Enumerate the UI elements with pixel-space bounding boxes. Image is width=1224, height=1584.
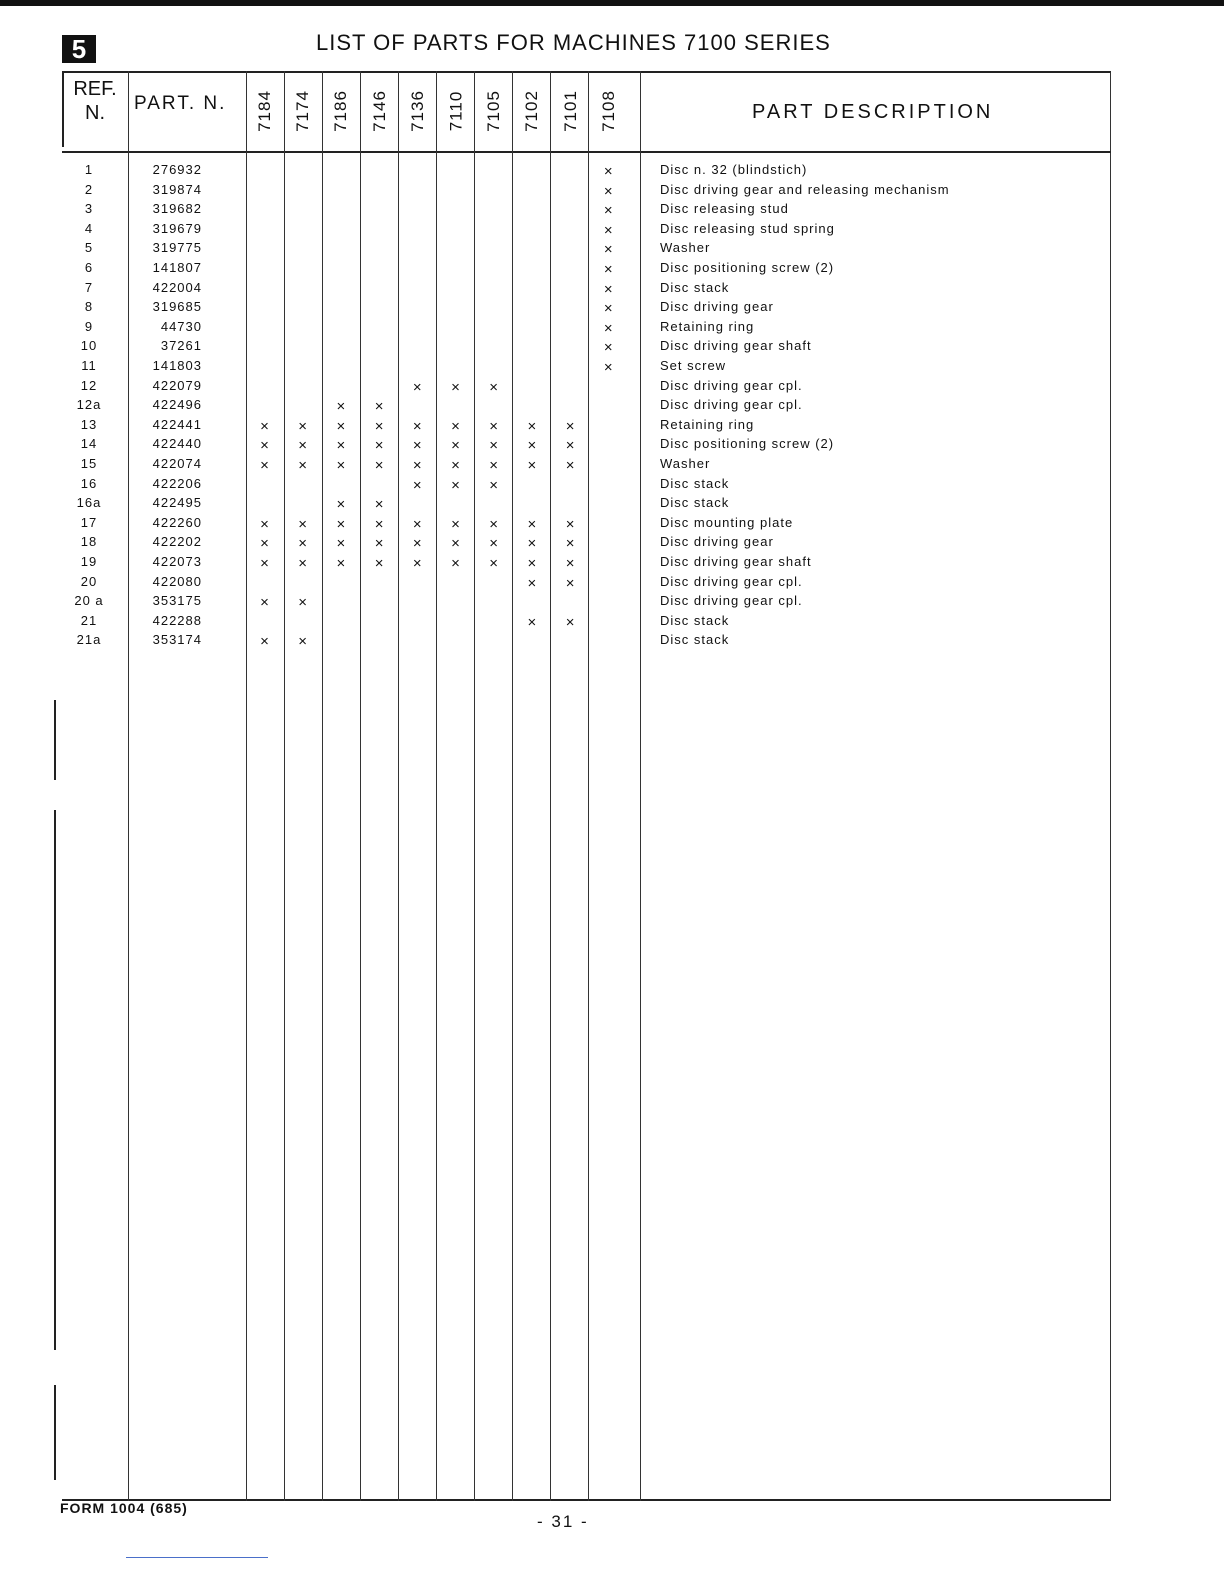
ref-number: 10 bbox=[80, 338, 98, 354]
scan-top-border bbox=[0, 0, 1224, 6]
ref-number: 3 bbox=[84, 201, 94, 217]
table-row bbox=[62, 182, 1111, 201]
fit-mark-7105: × bbox=[489, 378, 500, 396]
fit-mark-7102: × bbox=[527, 613, 538, 631]
fit-mark-7102: × bbox=[527, 555, 538, 572]
ref-number: 7 bbox=[84, 279, 94, 295]
fit-mark-7105: × bbox=[489, 417, 500, 435]
fit-mark-7146: × bbox=[374, 555, 385, 572]
header-model-7105 bbox=[475, 73, 513, 149]
fit-mark-7101: × bbox=[565, 535, 576, 553]
fit-mark-7108: × bbox=[603, 202, 614, 220]
part-description: Disc driving gear shaft bbox=[660, 554, 812, 569]
part-description: Disc n. 32 (blindstich) bbox=[660, 162, 808, 177]
fit-mark-7108: × bbox=[603, 163, 614, 180]
part-number: 422288 bbox=[152, 612, 202, 628]
fit-mark-7101: × bbox=[565, 457, 576, 474]
fit-mark-7174: × bbox=[298, 555, 309, 572]
table-row bbox=[62, 476, 1111, 495]
ref-number: 4 bbox=[84, 220, 94, 236]
header-model-7108 bbox=[590, 73, 628, 149]
fit-mark-7174: × bbox=[298, 633, 309, 651]
fit-mark-7186: × bbox=[336, 555, 347, 572]
ref-number: 6 bbox=[84, 260, 94, 275]
fit-mark-7146: × bbox=[374, 496, 385, 514]
fit-mark-7108: × bbox=[603, 300, 614, 318]
fit-mark-7105: × bbox=[489, 457, 500, 474]
part-description: Disc stack bbox=[660, 632, 730, 648]
fit-mark-7102: × bbox=[527, 574, 538, 592]
fit-mark-7136: × bbox=[412, 476, 423, 494]
fit-mark-7110: × bbox=[451, 476, 461, 494]
fit-mark-7146: × bbox=[374, 457, 385, 474]
table-row bbox=[62, 378, 1111, 397]
fit-mark-7105: × bbox=[489, 515, 500, 533]
table-row bbox=[62, 417, 1111, 436]
table-row bbox=[62, 358, 1111, 377]
part-number: 319685 bbox=[152, 299, 202, 315]
fit-mark-7184: × bbox=[260, 594, 270, 612]
fit-mark-7184: × bbox=[260, 633, 270, 651]
header-model-label: 7174 bbox=[293, 90, 313, 132]
part-number: 422074 bbox=[152, 456, 202, 471]
part-description: Disc releasing stud bbox=[660, 201, 789, 217]
part-number: 422440 bbox=[152, 436, 202, 452]
table-row bbox=[62, 221, 1111, 240]
fit-mark-7186: × bbox=[336, 496, 347, 514]
table-row bbox=[62, 574, 1111, 593]
fit-mark-7174: × bbox=[298, 515, 309, 533]
table-row bbox=[62, 397, 1111, 416]
fit-mark-7174: × bbox=[298, 417, 309, 435]
ref-number: 5 bbox=[84, 240, 94, 256]
ref-number: 11 bbox=[81, 358, 97, 373]
header-model-7146 bbox=[361, 73, 399, 149]
header-ref-line2: N. bbox=[85, 102, 105, 124]
fit-mark-7136: × bbox=[412, 535, 423, 553]
header-separator bbox=[62, 151, 1111, 153]
header-model-label: 7105 bbox=[484, 90, 504, 132]
header-model-label: 7110 bbox=[446, 90, 465, 132]
part-number: 276932 bbox=[152, 162, 202, 177]
fit-mark-7105: × bbox=[489, 535, 500, 553]
header-model-label: 7186 bbox=[331, 90, 351, 132]
fit-mark-7110: × bbox=[451, 535, 461, 553]
part-description: Disc driving gear shaft bbox=[660, 338, 812, 354]
fit-mark-7146: × bbox=[374, 398, 385, 416]
header-model-7136 bbox=[399, 73, 437, 149]
part-number: 319679 bbox=[152, 220, 202, 236]
part-description: Set screw bbox=[660, 358, 727, 373]
fit-mark-7108: × bbox=[603, 241, 614, 259]
part-description: Washer bbox=[660, 456, 711, 471]
part-number: 319874 bbox=[152, 181, 202, 197]
fit-mark-7105: × bbox=[489, 437, 500, 455]
part-number: 422004 bbox=[152, 279, 202, 295]
fit-mark-7110: × bbox=[451, 437, 461, 455]
part-number: 422441 bbox=[152, 416, 202, 432]
table-row bbox=[62, 162, 1111, 181]
fit-mark-7110: × bbox=[451, 378, 461, 396]
fit-mark-7101: × bbox=[565, 417, 576, 435]
fit-mark-7108: × bbox=[603, 359, 614, 376]
part-description: Disc driving gear cpl. bbox=[660, 377, 803, 393]
header-part-number: PART. N. bbox=[134, 93, 227, 114]
header-model-label: 7101 bbox=[560, 90, 580, 132]
fit-mark-7186: × bbox=[336, 437, 347, 455]
fit-mark-7146: × bbox=[374, 437, 385, 455]
fit-mark-7110: × bbox=[451, 457, 461, 474]
fit-mark-7102: × bbox=[527, 515, 538, 533]
header-part-description: PART DESCRIPTION bbox=[752, 101, 994, 123]
part-description: Disc stack bbox=[660, 495, 730, 511]
part-number: 422202 bbox=[152, 534, 202, 550]
ref-number: 14 bbox=[80, 436, 98, 452]
header-model-7174 bbox=[284, 73, 322, 149]
fit-mark-7174: × bbox=[298, 457, 309, 474]
fit-mark-7146: × bbox=[374, 535, 385, 553]
part-number: 37261 bbox=[160, 338, 202, 354]
binding-mark bbox=[54, 700, 56, 780]
part-description: Retaining ring bbox=[660, 318, 755, 334]
fit-mark-7186: × bbox=[336, 398, 347, 416]
table-row bbox=[62, 240, 1111, 259]
fit-mark-7108: × bbox=[603, 339, 614, 357]
scan-underline bbox=[126, 1557, 268, 1558]
table-row bbox=[62, 515, 1111, 534]
section-badge: 5 bbox=[62, 35, 96, 63]
table-row bbox=[62, 632, 1111, 651]
fit-mark-7186: × bbox=[336, 515, 347, 533]
ref-number: 20 bbox=[80, 573, 98, 589]
ref-number: 2 bbox=[84, 181, 94, 197]
fit-mark-7186: × bbox=[336, 457, 347, 474]
part-number: 422079 bbox=[152, 377, 202, 393]
fit-mark-7110: × bbox=[451, 417, 461, 435]
ref-number: 21a bbox=[76, 632, 102, 648]
fit-mark-7136: × bbox=[412, 555, 423, 572]
ref-number: 1 bbox=[84, 162, 94, 177]
part-number: 353175 bbox=[152, 593, 202, 609]
part-number: 422496 bbox=[152, 397, 202, 413]
part-number: 141807 bbox=[152, 260, 202, 275]
ref-number: 21 bbox=[80, 612, 98, 628]
table-row bbox=[62, 495, 1111, 514]
fit-mark-7101: × bbox=[565, 613, 576, 631]
fit-mark-7184: × bbox=[260, 555, 270, 572]
table-row bbox=[62, 593, 1111, 612]
part-number: 353174 bbox=[152, 632, 202, 648]
table-row bbox=[62, 554, 1111, 573]
fit-mark-7105: × bbox=[489, 555, 500, 572]
fit-mark-7101: × bbox=[565, 515, 576, 533]
part-number: 422073 bbox=[152, 554, 202, 569]
part-description: Disc stack bbox=[660, 279, 730, 295]
part-description: Disc driving gear bbox=[660, 299, 774, 315]
fit-mark-7108: × bbox=[603, 319, 614, 337]
ref-number: 16 bbox=[80, 475, 98, 491]
header-model-label: 7146 bbox=[369, 90, 389, 132]
page-number: - 31 - bbox=[537, 1512, 589, 1531]
fit-mark-7184: × bbox=[260, 515, 270, 533]
part-description: Disc releasing stud spring bbox=[660, 220, 835, 236]
ref-number: 19 bbox=[80, 554, 98, 569]
part-number: 422206 bbox=[152, 475, 202, 491]
part-number: 422080 bbox=[152, 573, 202, 589]
fit-mark-7136: × bbox=[412, 417, 423, 435]
fit-mark-7174: × bbox=[298, 594, 309, 612]
fit-mark-7174: × bbox=[298, 535, 309, 553]
fit-mark-7105: × bbox=[489, 476, 500, 494]
table-row bbox=[62, 201, 1111, 220]
fit-mark-7146: × bbox=[374, 417, 385, 435]
fit-mark-7102: × bbox=[527, 457, 538, 474]
page-title: LIST OF PARTS FOR MACHINES 7100 SERIES bbox=[316, 30, 831, 55]
form-number: FORM 1004 (685) bbox=[60, 1500, 188, 1516]
part-description: Retaining ring bbox=[660, 416, 755, 432]
part-description: Disc driving gear cpl. bbox=[660, 573, 803, 589]
part-description: Disc mounting plate bbox=[660, 514, 794, 530]
table-row bbox=[62, 319, 1111, 338]
table-row bbox=[62, 299, 1111, 318]
fit-mark-7108: × bbox=[603, 280, 614, 298]
header-model-7110 bbox=[437, 73, 475, 149]
fit-mark-7186: × bbox=[336, 535, 347, 553]
table-row bbox=[62, 613, 1111, 632]
fit-mark-7136: × bbox=[412, 515, 423, 533]
part-description: Disc driving gear and releasing mechanism bbox=[660, 181, 950, 197]
part-description: Washer bbox=[660, 240, 711, 256]
fit-mark-7146: × bbox=[374, 515, 385, 533]
part-description: Disc stack bbox=[660, 475, 730, 491]
ref-number: 20 a bbox=[74, 593, 104, 609]
fit-mark-7136: × bbox=[412, 437, 423, 455]
fit-mark-7108: × bbox=[603, 182, 614, 200]
part-description: Disc positioning screw (2) bbox=[660, 436, 835, 452]
part-number: 44730 bbox=[160, 318, 202, 334]
header-model-7102 bbox=[513, 73, 551, 149]
table-row bbox=[62, 456, 1111, 475]
part-number: 141803 bbox=[152, 358, 202, 373]
fit-mark-7174: × bbox=[298, 437, 309, 455]
fit-mark-7184: × bbox=[260, 417, 270, 435]
table-row bbox=[62, 534, 1111, 553]
ref-number: 12 bbox=[80, 377, 98, 393]
header-model-label: 7136 bbox=[407, 90, 427, 132]
ref-number: 18 bbox=[80, 534, 98, 550]
part-description: Disc positioning screw (2) bbox=[660, 260, 835, 275]
fit-mark-7184: × bbox=[260, 437, 270, 455]
header-model-7184 bbox=[246, 73, 284, 149]
ref-number: 9 bbox=[84, 318, 94, 334]
part-description: Disc stack bbox=[660, 612, 730, 628]
ref-number: 8 bbox=[84, 299, 94, 315]
fit-mark-7102: × bbox=[527, 437, 538, 455]
fit-mark-7186: × bbox=[336, 417, 347, 435]
fit-mark-7184: × bbox=[260, 535, 270, 553]
fit-mark-7110: × bbox=[451, 515, 461, 533]
ref-number: 16a bbox=[76, 495, 102, 511]
ref-number: 17 bbox=[80, 514, 98, 530]
fit-mark-7110: × bbox=[451, 555, 461, 572]
fit-mark-7102: × bbox=[527, 417, 538, 435]
ref-number: 13 bbox=[80, 416, 98, 432]
table-row bbox=[62, 436, 1111, 455]
fit-mark-7108: × bbox=[603, 221, 614, 239]
fit-mark-7101: × bbox=[565, 437, 576, 455]
part-number: 422495 bbox=[152, 495, 202, 511]
binding-mark bbox=[54, 1385, 56, 1480]
ref-number: 15 bbox=[80, 456, 98, 471]
header-model-7186 bbox=[322, 73, 360, 149]
part-description: Disc driving gear cpl. bbox=[660, 593, 803, 609]
table-row bbox=[62, 280, 1111, 299]
header-model-label: 7184 bbox=[255, 90, 275, 132]
fit-mark-7184: × bbox=[260, 457, 270, 474]
header-model-7101 bbox=[552, 73, 590, 149]
part-description: Disc driving gear cpl. bbox=[660, 397, 803, 413]
ref-number: 12a bbox=[76, 397, 102, 413]
fit-mark-7101: × bbox=[565, 555, 576, 572]
part-number: 319775 bbox=[152, 240, 202, 256]
header-ref-line1: REF. bbox=[73, 78, 117, 100]
fit-mark-7136: × bbox=[412, 378, 423, 396]
part-number: 422260 bbox=[152, 514, 202, 530]
header-model-label: 7108 bbox=[598, 90, 618, 132]
fit-mark-7101: × bbox=[565, 574, 576, 592]
part-number: 319682 bbox=[152, 201, 202, 217]
fit-mark-7136: × bbox=[412, 457, 423, 474]
fit-mark-7108: × bbox=[603, 261, 614, 278]
header-model-label: 7102 bbox=[522, 90, 542, 132]
table-row bbox=[62, 338, 1111, 357]
table-row bbox=[62, 260, 1111, 279]
binding-mark bbox=[54, 810, 56, 1350]
fit-mark-7102: × bbox=[527, 535, 538, 553]
header-ref bbox=[62, 77, 128, 125]
part-description: Disc driving gear bbox=[660, 534, 774, 550]
